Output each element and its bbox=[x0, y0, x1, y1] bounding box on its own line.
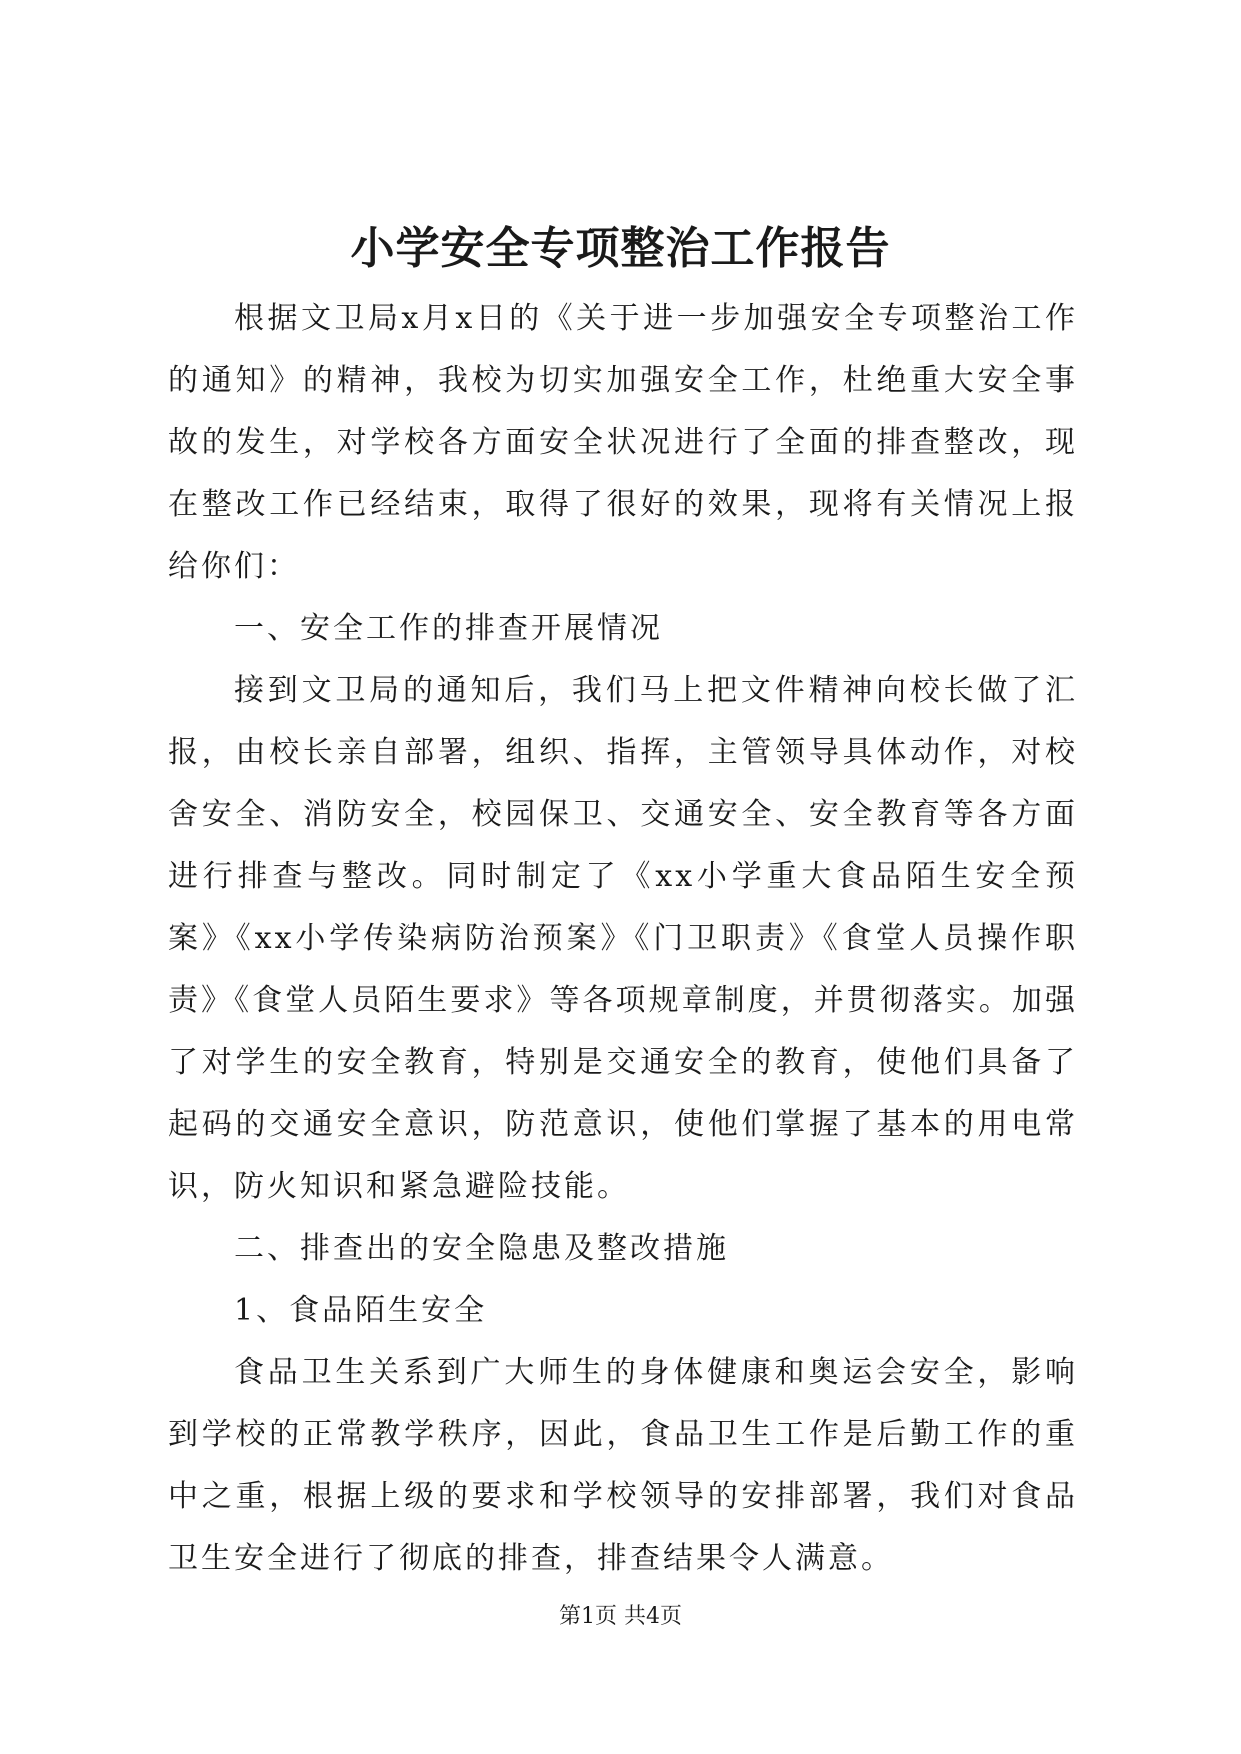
subsection-heading-food-safety: 1、食品陌生安全 bbox=[234, 1293, 488, 1328]
paragraph-food-safety: 食品卫生关系到广大师生的身体健康和奥运会安全，影响到学校的正常教学秩序，因此，食品卫生工作是后勤工作的重中之重，根据上级的要求和学校领导的安排部署，我们对食品卫生安全进行了彻底的排查，排查结果令人满意。 bbox=[168, 1355, 1078, 1576]
page-footer: 第1页 共4页 bbox=[559, 1604, 682, 1629]
section-heading-2: 二、排查出的安全隐患及整改措施 bbox=[234, 1231, 729, 1266]
section-heading-1: 一、安全工作的排查开展情况 bbox=[234, 611, 663, 646]
paragraph-section-1: 接到文卫局的通知后，我们马上把文件精神向校长做了汇报，由校长亲自部署，组织、指挥，主管领导具体动作，对校舍安全、消防安全，校园保卫、交通安全、安全教育等各方面进行排查与整改。同时制定了《xx小学重大食品陌生安全预案》《xx小学传染病防治预案》《门卫职责》《食堂人员操作职责》《食堂人员陌生要求》等各项规章制度，并贯彻落实。加强了对学生的安全教育，特别是交通安全的教育，使他们具备了起码的交通安全意识，防范意识，使他们掌握了基本的用电常识，防火知识和紧急避险技能。 bbox=[168, 673, 1078, 1204]
paragraph-intro: 根据文卫局x月x日的《关于进一步加强安全专项整治工作的通知》的精神，我校为切实加强安全工作，杜绝重大安全事故的发生，对学校各方面安全状况进行了全面的排查整改，现在整改工作已经结束，取得了很好的效果，现将有关情况上报给你们： bbox=[168, 301, 1078, 584]
document-title: 小学安全专项整治工作报告 bbox=[350, 223, 891, 274]
document-body bbox=[168, 288, 1078, 1590]
